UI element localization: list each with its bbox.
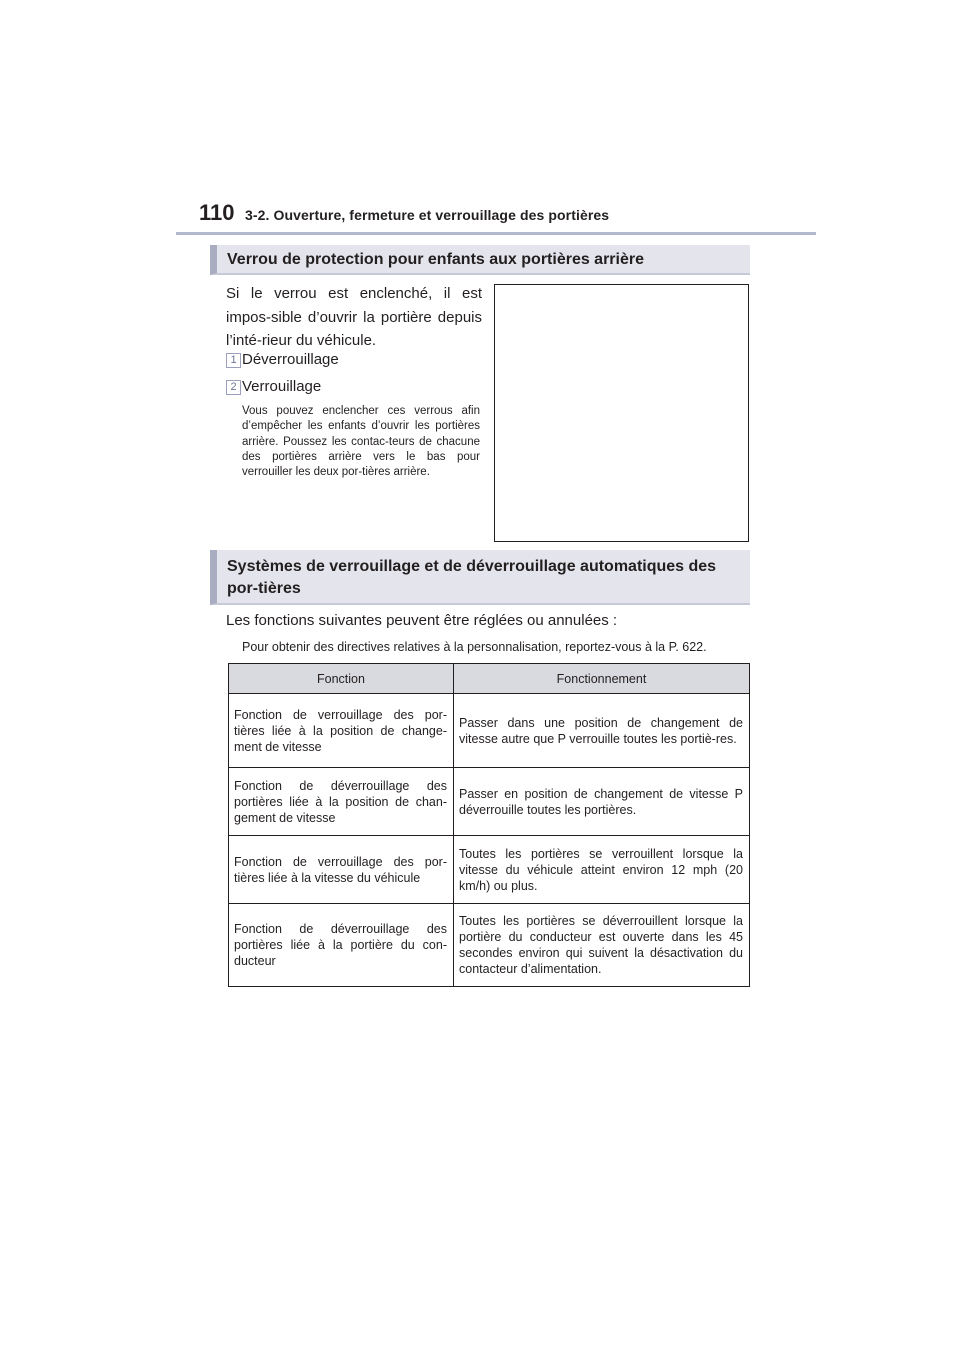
section-heading-auto-lock: Systèmes de verrouillage et de déverrouillage automatiques des por-tières xyxy=(210,550,750,605)
child-lock-note: Vous pouvez enclencher ces verrous afin d’empêcher les enfants d’ouvrir les portières arrière. Poussez les contac-teurs de chacune des portières arrière vers le bas pour verrouiller les deux por-tières arrière. xyxy=(242,405,480,479)
operation-cell: Toutes les portières se déverrouillent lorsque la portière du conducteur est ouverte dans les 45 secondes environ qui suivent la désactivation du contacteur d’alimentation. xyxy=(454,904,750,987)
operation-cell: Passer en position de changement de vitesse P déverrouille toutes les portières. xyxy=(454,768,750,836)
section-heading-child-lock: Verrou de protection pour enfants aux portières arrière xyxy=(210,245,750,275)
function-cell: Fonction de déverrouillage des portières liée à la portière du con-ducteur xyxy=(229,904,454,987)
table-row xyxy=(229,768,750,836)
chapter-title: 3-2. Ouverture, fermeture et verrouillage des portières xyxy=(245,207,610,223)
header-divider xyxy=(176,232,816,235)
page-number: 110 xyxy=(199,200,235,225)
customization-tip: Pour obtenir des directives relatives à la personnalisation, reportez-vous à la P. 622. xyxy=(242,640,707,654)
column-header-operation: Fonctionnement xyxy=(454,664,750,694)
item-number-badge: 1 xyxy=(226,353,241,368)
function-cell: Fonction de verrouillage des por-tières liée à la vitesse du véhicule xyxy=(229,836,454,904)
table-row xyxy=(229,694,750,768)
illustration-frame xyxy=(494,284,749,542)
auto-lock-lead: Les fonctions suivantes peuvent être réglées ou annulées : xyxy=(226,612,618,629)
table-row xyxy=(229,904,750,987)
table-row xyxy=(229,836,750,904)
operation-cell: Passer dans une position de changement de vitesse autre que P verrouille toutes les portiè-res. xyxy=(454,694,750,768)
item-label-unlock: Déverrouillage xyxy=(242,351,339,368)
item-label-lock: Verrouillage xyxy=(242,378,322,395)
item-number-badge: 2 xyxy=(226,380,241,395)
functions-table xyxy=(228,663,750,987)
function-cell: Fonction de déverrouillage des portières liée à la position de chan-gement de vitesse xyxy=(229,768,454,836)
table-header-row xyxy=(229,664,750,694)
column-header-function: Fonction xyxy=(229,664,454,694)
function-cell: Fonction de verrouillage des por-tières liée à la position de change-ment de vitesse xyxy=(229,694,454,768)
child-lock-intro: Si le verrou est enclenché, il est impos-sible d’ouvrir la portière depuis l’inté-rieur du véhicule. xyxy=(226,285,482,349)
operation-cell: Toutes les portières se verrouillent lorsque la vitesse du véhicule atteint environ 12 mph (20 km/h) ou plus. xyxy=(454,836,750,904)
